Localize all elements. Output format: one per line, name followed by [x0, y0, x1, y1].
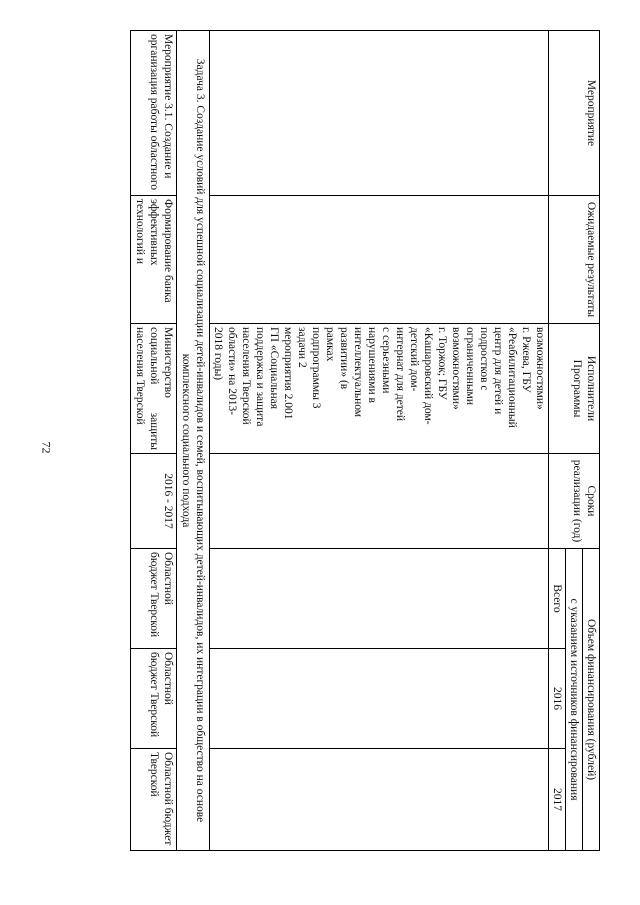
- executor-line: возможностями»: [533, 327, 546, 410]
- executor-line: «Реабилитационный: [505, 327, 518, 428]
- header-measure: Мероприятие: [548, 31, 599, 196]
- task-3-row: Задача 3. Создание условий для успешной социализации детей-инвалидов и семей, воспитывающих детей-инвалидов, их интеграции в общество на основе комплексного социального подхода: [176, 31, 209, 851]
- measure-3-1-row: [131, 31, 176, 851]
- page-number: 72: [39, 441, 54, 454]
- executor-line: центр для детей и: [491, 327, 504, 415]
- header-2017: 2017: [548, 749, 565, 851]
- executor-line: детский дом-: [407, 327, 420, 392]
- executor-line: области» на 2013-: [225, 327, 238, 416]
- executor-line: 2018 годы): [211, 327, 224, 381]
- measure-cell: Мероприятие 3.1. Создание и организация работы областного: [131, 31, 176, 196]
- program-table: [131, 30, 601, 851]
- executor-line: «Кашаровский дом-: [421, 327, 434, 425]
- continuation-2017-cell: [209, 749, 548, 851]
- executor-line: ограниченными: [463, 327, 476, 405]
- 2017-cell: Областной бюджет Тверской: [131, 749, 176, 851]
- continuation-2016-cell: [209, 649, 548, 749]
- executor-line: ГП «Социальная: [267, 327, 280, 410]
- header-terms: Сроки реализации (год): [548, 454, 599, 549]
- executor-line: рамках: [323, 327, 336, 362]
- executor-line: нарушениями в: [365, 327, 378, 403]
- continuation-executors-cell: [209, 324, 548, 454]
- total-cell: Областной бюджет Тверской: [131, 549, 176, 649]
- header-financing-sub: с указанием источников финансирования: [565, 549, 582, 851]
- executor-line: задачи 2: [295, 327, 308, 368]
- continuation-row: [209, 31, 548, 851]
- header-financing-title: Объем финансирования (рублей): [582, 549, 599, 851]
- executor-line: интеллектуальном: [351, 327, 364, 418]
- executor-line: г. Торжок; ГБУ: [435, 327, 448, 400]
- executor-line: мероприятия 2.001: [281, 327, 294, 420]
- executor-line: подростков с: [477, 327, 490, 391]
- executor-line: поддержка и защита: [253, 327, 266, 427]
- continuation-measure-cell: [209, 31, 548, 196]
- executor-line: с серьезными: [379, 327, 392, 394]
- continuation-results-cell: [209, 196, 548, 324]
- header-total: Всего: [548, 549, 565, 649]
- executor-line: интернат для детей: [393, 327, 406, 422]
- executor-line: г. Ржева, ГБУ: [519, 327, 532, 393]
- rotated-page: [80, 30, 600, 850]
- executors-cell: Министерство социальной защиты населения Тверской: [131, 324, 176, 454]
- continuation-total-cell: [209, 549, 548, 649]
- terms-cell: 2016 - 2017: [131, 454, 176, 549]
- results-cell: Формирование банка эффективных технологий и: [131, 196, 176, 324]
- executor-line: подпрограммы 3: [309, 327, 322, 409]
- executor-line: возможностями»: [449, 327, 462, 410]
- header-executors: Исполнители Программы: [548, 324, 599, 454]
- header-results: Ожидаемые результаты: [548, 196, 599, 324]
- header-2016: 2016: [548, 649, 565, 749]
- executor-line: населения Тверской: [239, 327, 252, 425]
- 2016-cell: Областной бюджет Тверской: [131, 649, 176, 749]
- continuation-terms-cell: [209, 454, 548, 549]
- executor-line: развитии» (в: [337, 327, 350, 390]
